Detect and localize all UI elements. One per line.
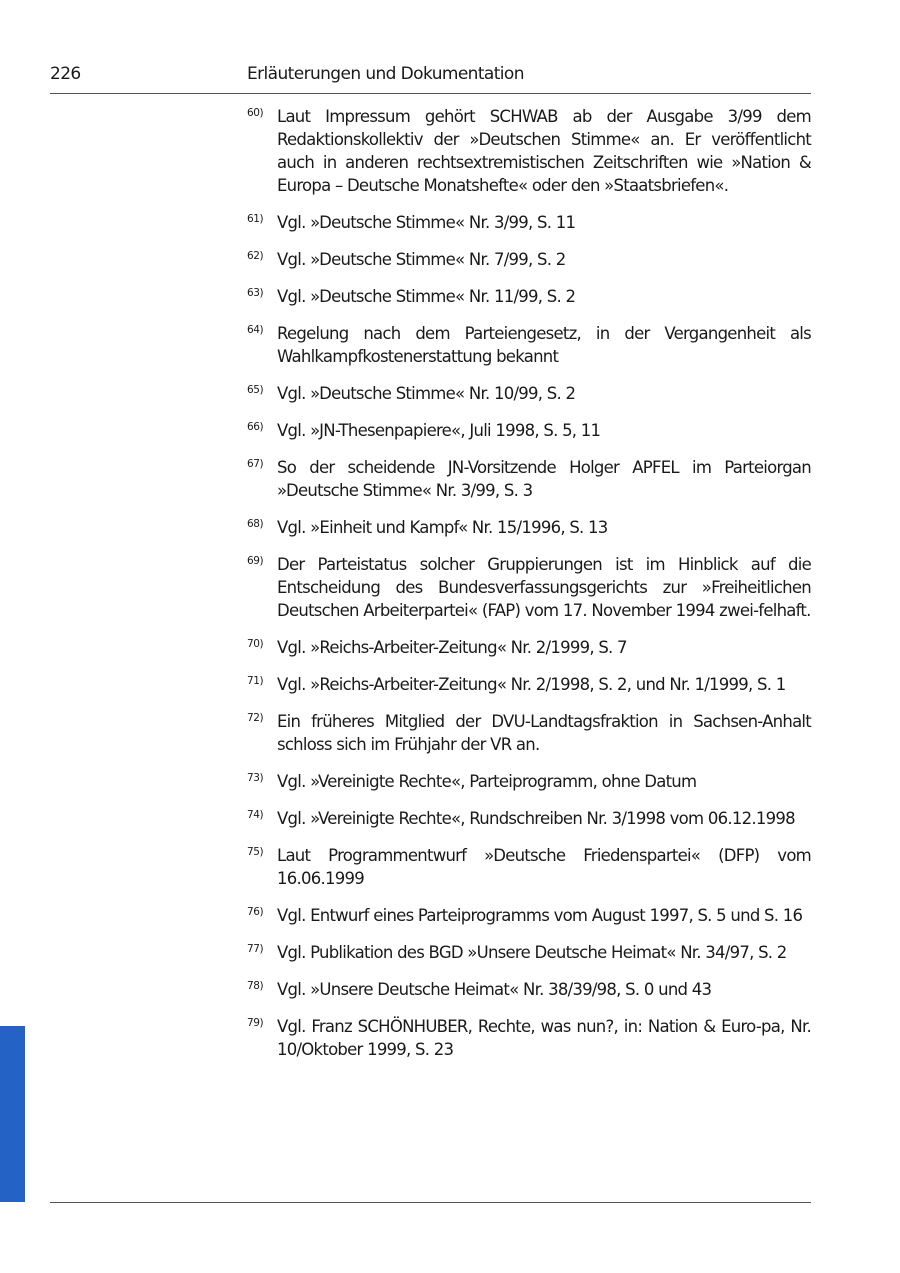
endnote — [247, 1015, 811, 1061]
endnote — [247, 516, 811, 539]
endnote-text: Laut Impressum gehört SCHWAB ab der Ausgabe 3/99 dem Redaktionskollektiv der »Deutschen Stimme« an. Er veröffentlicht auch in anderen rechtsextremistischen Zeitschriften wie »Nation & Europa – Deutsche Monatshefte« oder den »Staatsbriefen«. — [277, 107, 811, 195]
endnote-number: 77) — [247, 943, 264, 955]
endnote-text: Der Parteistatus solcher Gruppierungen ist im Hinblick auf die Entscheidung des Bundesverfassungsgerichts zur »Freiheitlichen Deutschen Arbeiterpartei« (FAP) vom 17. November 1994 zwei-felhaft. — [277, 555, 811, 620]
endnote-text: Vgl. »Unsere Deutsche Heimat« Nr. 38/39/98, S. 0 und 43 — [277, 980, 712, 999]
endnote-text: Vgl. »Deutsche Stimme« Nr. 11/99, S. 2 — [277, 287, 576, 306]
footer-rule — [50, 1202, 811, 1203]
page-number: 226 — [50, 64, 81, 84]
endnote — [247, 211, 811, 234]
endnote-text: Vgl. »Deutsche Stimme« Nr. 3/99, S. 11 — [277, 213, 576, 232]
endnote-text: Ein früheres Mitglied der DVU-Landtagsfraktion in Sachsen-Anhalt schloss sich im Frühjahr der VR an. — [277, 712, 811, 754]
endnote-text: Vgl. »Deutsche Stimme« Nr. 10/99, S. 2 — [277, 384, 576, 403]
endnote-text: Vgl. »Vereinigte Rechte«, Parteiprogramm, ohne Datum — [277, 772, 697, 791]
endnote-text: Vgl. »JN-Thesenpapiere«, Juli 1998, S. 5, 11 — [277, 421, 601, 440]
endnote-number: 62) — [247, 250, 264, 262]
endnote-number: 63) — [247, 287, 264, 299]
endnote-number: 70) — [247, 638, 264, 650]
endnote-text: Vgl. »Vereinigte Rechte«, Rundschreiben Nr. 3/1998 vom 06.12.1998 — [277, 809, 795, 828]
endnote-number: 69) — [247, 555, 264, 567]
endnote-number: 74) — [247, 809, 264, 821]
endnote-text: Vgl. Entwurf eines Parteiprogramms vom August 1997, S. 5 und S. 16 — [277, 906, 803, 925]
endnote-number: 68) — [247, 518, 264, 530]
endnote-number: 72) — [247, 712, 264, 724]
endnote-text: Vgl. »Reichs-Arbeiter-Zeitung« Nr. 2/1999, S. 7 — [277, 638, 627, 657]
endnote-number: 73) — [247, 772, 264, 784]
endnotes-list — [247, 105, 811, 1075]
endnote — [247, 382, 811, 405]
endnote — [247, 844, 811, 890]
endnote-number: 71) — [247, 675, 264, 687]
endnote-number: 75) — [247, 846, 264, 858]
endnote — [247, 710, 811, 756]
running-header-title: Erläuterungen und Dokumentation — [247, 64, 524, 84]
endnote — [247, 941, 811, 964]
endnote — [247, 419, 811, 442]
endnote — [247, 770, 811, 793]
endnote-text: Laut Programmentwurf »Deutsche Friedenspartei« (DFP) vom 16.06.1999 — [277, 846, 811, 888]
endnote-text: Vgl. »Reichs-Arbeiter-Zeitung« Nr. 2/1998, S. 2, und Nr. 1/1999, S. 1 — [277, 675, 786, 694]
endnote — [247, 636, 811, 659]
endnote-number: 64) — [247, 324, 264, 336]
endnote-number: 78) — [247, 980, 264, 992]
chapter-marker-tab — [0, 1026, 25, 1202]
endnote-text: Vgl. »Deutsche Stimme« Nr. 7/99, S. 2 — [277, 250, 566, 269]
endnote — [247, 673, 811, 696]
endnote-number: 66) — [247, 421, 264, 433]
endnote — [247, 553, 811, 622]
endnote — [247, 456, 811, 502]
endnote — [247, 807, 811, 830]
endnote — [247, 904, 811, 927]
endnote-text: Vgl. Franz SCHÖNHUBER, Rechte, was nun?, in: Nation & Euro-pa, Nr. 10/Oktober 1999, S. 23 — [277, 1017, 811, 1059]
endnote — [247, 322, 811, 368]
endnote-number: 79) — [247, 1017, 264, 1029]
endnote-number: 76) — [247, 906, 264, 918]
endnote-number: 61) — [247, 213, 264, 225]
endnote-number: 67) — [247, 458, 264, 470]
endnote — [247, 248, 811, 271]
endnote-text: So der scheidende JN-Vorsitzende Holger APFEL im Parteiorgan »Deutsche Stimme« Nr. 3/99, S. 3 — [277, 458, 811, 500]
endnote-number: 65) — [247, 384, 264, 396]
header-rule — [50, 93, 811, 94]
endnote — [247, 105, 811, 197]
endnote-number: 60) — [247, 107, 264, 119]
endnote — [247, 978, 811, 1001]
endnote — [247, 285, 811, 308]
endnote-text: Vgl. Publikation des BGD »Unsere Deutsche Heimat« Nr. 34/97, S. 2 — [277, 943, 787, 962]
endnote-text: Vgl. »Einheit und Kampf« Nr. 15/1996, S. 13 — [277, 518, 608, 537]
endnote-text: Regelung nach dem Parteiengesetz, in der Vergangenheit als Wahlkampfkostenerstattung bekannt — [277, 324, 811, 366]
